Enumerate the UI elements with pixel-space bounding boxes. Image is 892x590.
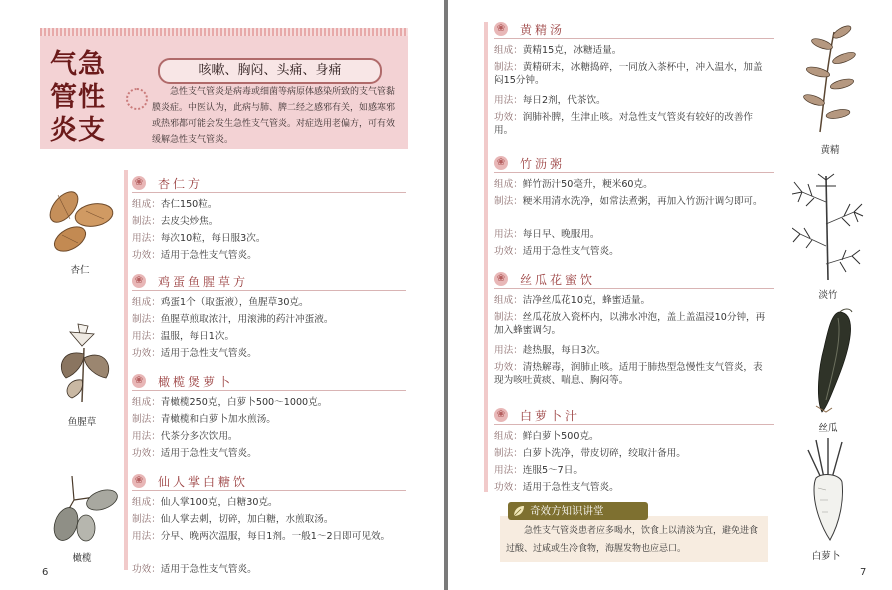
recipe-line-text: 分早、晚两次温服，每日1剂。一般1～2日即可见效。 bbox=[160, 531, 391, 542]
label-separator: ： bbox=[513, 295, 523, 306]
label-separator: ： bbox=[151, 233, 161, 244]
page-number: 6 bbox=[42, 567, 49, 578]
recipe-line bbox=[132, 232, 402, 245]
recipe-name: 仙人掌白糖饮 bbox=[158, 475, 249, 489]
recipe-name: 黄精汤 bbox=[520, 23, 566, 37]
recipe-line-label: 用法 bbox=[132, 531, 152, 542]
recipe-line-label: 功效 bbox=[132, 564, 152, 575]
page-number: 7 bbox=[860, 567, 867, 578]
olive-icon bbox=[42, 476, 120, 542]
recipe-line-label: 制法 bbox=[132, 514, 152, 525]
label-separator: ： bbox=[151, 431, 161, 442]
recipe-line bbox=[494, 344, 770, 357]
label-separator: ： bbox=[513, 179, 523, 190]
recipe-ornament-icon: ❀ bbox=[494, 156, 508, 170]
recipe-line bbox=[132, 530, 402, 543]
recipe-line-label: 用法 bbox=[132, 431, 152, 442]
label-separator: ： bbox=[151, 448, 161, 459]
label-separator: ： bbox=[513, 362, 523, 373]
recipe-line-text: 丝瓜花放入瓷杯内，以沸水冲泡，盖上盖温浸10分钟，再加入蜂蜜调匀。 bbox=[494, 312, 766, 336]
label-separator: ： bbox=[151, 314, 161, 325]
recipe-line-label: 用法 bbox=[494, 95, 514, 106]
recipe-line-text: 每日2剂，代茶饮。 bbox=[522, 95, 606, 106]
recipe-line-text: 仙人掌去刺，切碎，加白糖，水煎取汤。 bbox=[160, 514, 334, 525]
recipe-line-label: 组成 bbox=[494, 45, 514, 56]
recipe-line-label: 功效 bbox=[494, 246, 514, 257]
recipe-line-text: 鲜白萝卜500克。 bbox=[522, 431, 599, 442]
recipe-ornament-icon: ❀ bbox=[494, 408, 508, 422]
recipe-line-text: 适用于急性支气管炎。 bbox=[522, 246, 619, 257]
loofah-icon bbox=[800, 308, 864, 414]
recipe-line bbox=[494, 464, 770, 477]
chapter-title bbox=[50, 48, 120, 147]
recipe-line-text: 每日早、晚服用。 bbox=[522, 229, 600, 240]
recipe-title bbox=[494, 22, 774, 39]
recipe-line bbox=[132, 413, 402, 426]
recipe-line bbox=[494, 361, 770, 387]
recipe-line-text: 去皮尖炒焦。 bbox=[160, 216, 219, 227]
leaf-icon bbox=[513, 505, 525, 517]
label-separator: ： bbox=[151, 497, 161, 508]
label-separator: ： bbox=[513, 95, 523, 106]
polygonatum-icon bbox=[798, 22, 860, 134]
recipe-line-label: 制法 bbox=[132, 414, 152, 425]
chapter-intro: 急性支气管炎是病毒或细菌等病原体感染所致的支气管黏膜炎症。中医认为，此病与肺、脾二经之感邪有关，如感寒邪或热邪都可能会发生急性支气管炎。对症选用老偏方，可有效缓解急性支气管炎。 bbox=[152, 87, 396, 145]
symptom-subtitle: 咳嗽、胸闷、头痛、身痛 bbox=[158, 58, 382, 84]
recipe-column-bar bbox=[124, 170, 128, 570]
recipe-ornament-icon: ❀ bbox=[132, 474, 146, 488]
recipe-line-text: 连服5～7日。 bbox=[522, 465, 583, 476]
recipe-line bbox=[132, 396, 402, 409]
recipe-line bbox=[494, 94, 770, 107]
recipe-line-label: 用法 bbox=[494, 345, 514, 356]
recipe-column-bar bbox=[484, 22, 488, 492]
recipe-line-label: 功效 bbox=[132, 250, 152, 261]
label-separator: ： bbox=[151, 199, 161, 210]
recipe-line-label: 制法 bbox=[132, 216, 152, 227]
recipe-ornament-icon: ❀ bbox=[494, 22, 508, 36]
recipe-title bbox=[132, 374, 406, 391]
recipe-line-label: 组成 bbox=[494, 431, 514, 442]
recipe-line bbox=[132, 447, 402, 460]
recipe-line-label: 制法 bbox=[132, 314, 152, 325]
illustration-caption: 黄精 bbox=[820, 145, 840, 156]
recipe-line-text: 清热解毒，润肺止咳。适用于肺热型急慢性支气管炎，表现为咳吐黄痰、喘息、胸闷等。 bbox=[494, 362, 763, 386]
recipe-title bbox=[132, 176, 406, 193]
label-separator: ： bbox=[151, 331, 161, 342]
recipe-line-text: 适用于急性支气管炎。 bbox=[160, 348, 257, 359]
illustration-caption: 杏仁 bbox=[70, 265, 90, 276]
label-separator: ： bbox=[513, 45, 523, 56]
illustration-caption: 淡竹 bbox=[818, 290, 838, 301]
label-separator: ： bbox=[513, 431, 523, 442]
recipe-line bbox=[494, 447, 770, 460]
recipe-line bbox=[494, 195, 770, 208]
recipe-line-text: 适用于急性支气管炎。 bbox=[160, 564, 257, 575]
almond-icon bbox=[42, 185, 118, 257]
recipe-line-text: 适用于急性支气管炎。 bbox=[160, 250, 257, 261]
recipe-line-label: 制法 bbox=[494, 62, 514, 73]
label-separator: ： bbox=[513, 112, 523, 123]
recipe-ornament-icon: ❀ bbox=[132, 176, 146, 190]
chapter-title-line: 气急 bbox=[50, 49, 106, 80]
recipe-line-label: 功效 bbox=[132, 448, 152, 459]
recipe-line-text: 白萝卜洗净，带皮切碎，绞取汁备用。 bbox=[522, 448, 686, 459]
recipe-line-text: 青橄榄250克，白萝卜500～1000克。 bbox=[160, 397, 328, 408]
recipe-line bbox=[132, 313, 402, 326]
recipe-line-label: 组成 bbox=[494, 295, 514, 306]
recipe-ornament-icon: ❀ bbox=[132, 274, 146, 288]
illustration-caption: 橄榄 bbox=[72, 553, 92, 564]
recipe-name: 杏仁方 bbox=[158, 177, 204, 191]
recipe-line-text: 适用于急性支气管炎。 bbox=[160, 448, 257, 459]
houttuynia-icon bbox=[52, 318, 116, 402]
recipe-line bbox=[132, 249, 402, 262]
recipe-line bbox=[132, 563, 402, 576]
recipe-line-label: 组成 bbox=[494, 179, 514, 190]
recipe-line bbox=[132, 430, 402, 443]
recipe-line-text: 鱼腥草煎取浓汁，用滚沸的药汁冲蛋液。 bbox=[160, 314, 334, 325]
recipe-line-label: 组成 bbox=[132, 297, 152, 308]
recipe-line-text: 仙人掌100克，白糖30克。 bbox=[160, 497, 278, 508]
recipe-line bbox=[132, 513, 402, 526]
label-separator: ： bbox=[513, 482, 523, 493]
recipe-line-label: 制法 bbox=[494, 312, 514, 323]
recipe-line-text: 趁热服，每日3次。 bbox=[522, 345, 606, 356]
recipe-line bbox=[494, 311, 770, 337]
recipe-line-text: 代茶分多次饮用。 bbox=[160, 431, 238, 442]
label-separator: ： bbox=[513, 345, 523, 356]
recipe-line bbox=[494, 61, 770, 87]
recipe-line-text: 黄精15克，冰糖适量。 bbox=[522, 45, 622, 56]
recipe-line bbox=[132, 330, 402, 343]
recipe-line bbox=[494, 430, 770, 443]
chapter-title-line: 管性 bbox=[50, 82, 106, 113]
illustration-caption: 白萝卜 bbox=[811, 551, 841, 562]
recipe-line bbox=[494, 294, 770, 307]
recipe-name: 竹沥粥 bbox=[520, 157, 566, 171]
recipe-line-text: 杏仁150粒。 bbox=[160, 199, 218, 210]
recipe-line-text: 温服，每日1次。 bbox=[160, 331, 235, 342]
illustration-caption: 鱼腥草 bbox=[67, 417, 97, 428]
recipe-line bbox=[494, 228, 770, 241]
recipe-line-text: 青橄榄和白萝卜加水煎汤。 bbox=[160, 414, 276, 425]
recipe-line-label: 制法 bbox=[494, 448, 514, 459]
recipe-title bbox=[132, 474, 406, 491]
recipe-line-text: 粳米用清水洗净，如常法煮粥，再加入竹沥汁调匀即可。 bbox=[522, 196, 763, 207]
recipe-line-label: 组成 bbox=[132, 497, 152, 508]
recipe-line-label: 功效 bbox=[494, 112, 514, 123]
recipe-title bbox=[494, 408, 774, 425]
recipe-name: 橄榄煲萝卜 bbox=[158, 375, 234, 389]
recipe-name: 白萝卜汁 bbox=[520, 409, 581, 423]
recipe-line bbox=[132, 296, 402, 309]
label-separator: ： bbox=[513, 196, 523, 207]
recipe-line-text: 适用于急性支气管炎。 bbox=[522, 482, 619, 493]
flower-ornament-icon bbox=[126, 88, 148, 110]
recipe-line bbox=[132, 496, 402, 509]
recipe-line-label: 用法 bbox=[494, 465, 514, 476]
recipe-ornament-icon: ❀ bbox=[132, 374, 146, 388]
label-separator: ： bbox=[513, 448, 523, 459]
recipe-line bbox=[132, 347, 402, 360]
label-separator: ： bbox=[151, 564, 161, 575]
recipe-line-label: 用法 bbox=[494, 229, 514, 240]
recipe-line bbox=[494, 481, 770, 494]
label-separator: ： bbox=[151, 216, 161, 227]
recipe-line-label: 组成 bbox=[132, 199, 152, 210]
chapter-title-line: 炎支 bbox=[50, 115, 106, 146]
recipe-line-label: 用法 bbox=[132, 233, 152, 244]
recipe-line bbox=[494, 178, 770, 191]
recipe-line-label: 组成 bbox=[132, 397, 152, 408]
recipe-title bbox=[132, 274, 406, 291]
recipe-line-text: 鸡蛋1个（取蛋液），鱼腥草30克。 bbox=[160, 297, 309, 308]
recipe-line-text: 鲜竹沥汁50毫升，粳米60克。 bbox=[522, 179, 653, 190]
recipe-line bbox=[132, 198, 402, 211]
knowledge-banner bbox=[508, 502, 648, 520]
label-separator: ： bbox=[513, 229, 523, 240]
recipe-name: 鸡蛋鱼腥草方 bbox=[158, 275, 249, 289]
knowledge-banner-label: 奇效方知识讲堂 bbox=[530, 505, 604, 517]
recipe-line bbox=[494, 111, 770, 137]
left-page bbox=[0, 0, 444, 590]
label-separator: ： bbox=[513, 62, 523, 73]
recipe-line-text: 洁净丝瓜花10克，蜂蜜适量。 bbox=[522, 295, 651, 306]
label-separator: ： bbox=[151, 397, 161, 408]
label-separator: ： bbox=[151, 348, 161, 359]
radish-icon bbox=[800, 438, 860, 542]
recipe-name: 丝瓜花蜜饮 bbox=[520, 273, 596, 287]
recipe-line bbox=[494, 245, 770, 258]
label-separator: ： bbox=[151, 297, 161, 308]
recipe-title bbox=[494, 272, 774, 289]
bamboo-icon bbox=[792, 172, 864, 282]
recipe-line bbox=[494, 44, 770, 57]
label-separator: ： bbox=[151, 414, 161, 425]
recipe-title bbox=[494, 156, 774, 173]
label-separator: ： bbox=[513, 312, 523, 323]
recipe-line-label: 功效 bbox=[132, 348, 152, 359]
illustration-caption: 丝瓜 bbox=[818, 423, 838, 434]
recipe-line-label: 制法 bbox=[494, 196, 514, 207]
label-separator: ： bbox=[151, 531, 161, 542]
recipe-line-label: 用法 bbox=[132, 331, 152, 342]
recipe-line-label: 功效 bbox=[494, 482, 514, 493]
header-stripe bbox=[40, 28, 408, 36]
recipe-line-text: 润肺补脾，生津止咳。对急性支气管炎有较好的改善作用。 bbox=[494, 112, 754, 136]
recipe-line-text: 黄精研末，冰糖捣碎，一同放入茶杯中，冲入温水，加盖闷15分钟。 bbox=[494, 62, 763, 86]
recipe-line-label: 功效 bbox=[494, 362, 514, 373]
label-separator: ： bbox=[513, 465, 523, 476]
recipe-line bbox=[132, 215, 402, 228]
knowledge-text: 急性支气管炎患者应多喝水，饮食上以清淡为宜，避免进食过酸、过咸或生冷食物，海腥发物也应忌口。 bbox=[506, 526, 759, 554]
recipe-ornament-icon: ❀ bbox=[494, 272, 508, 286]
recipe-line-text: 每次10粒，每日服3次。 bbox=[160, 233, 266, 244]
label-separator: ： bbox=[513, 246, 523, 257]
label-separator: ： bbox=[151, 514, 161, 525]
label-separator: ： bbox=[151, 250, 161, 261]
